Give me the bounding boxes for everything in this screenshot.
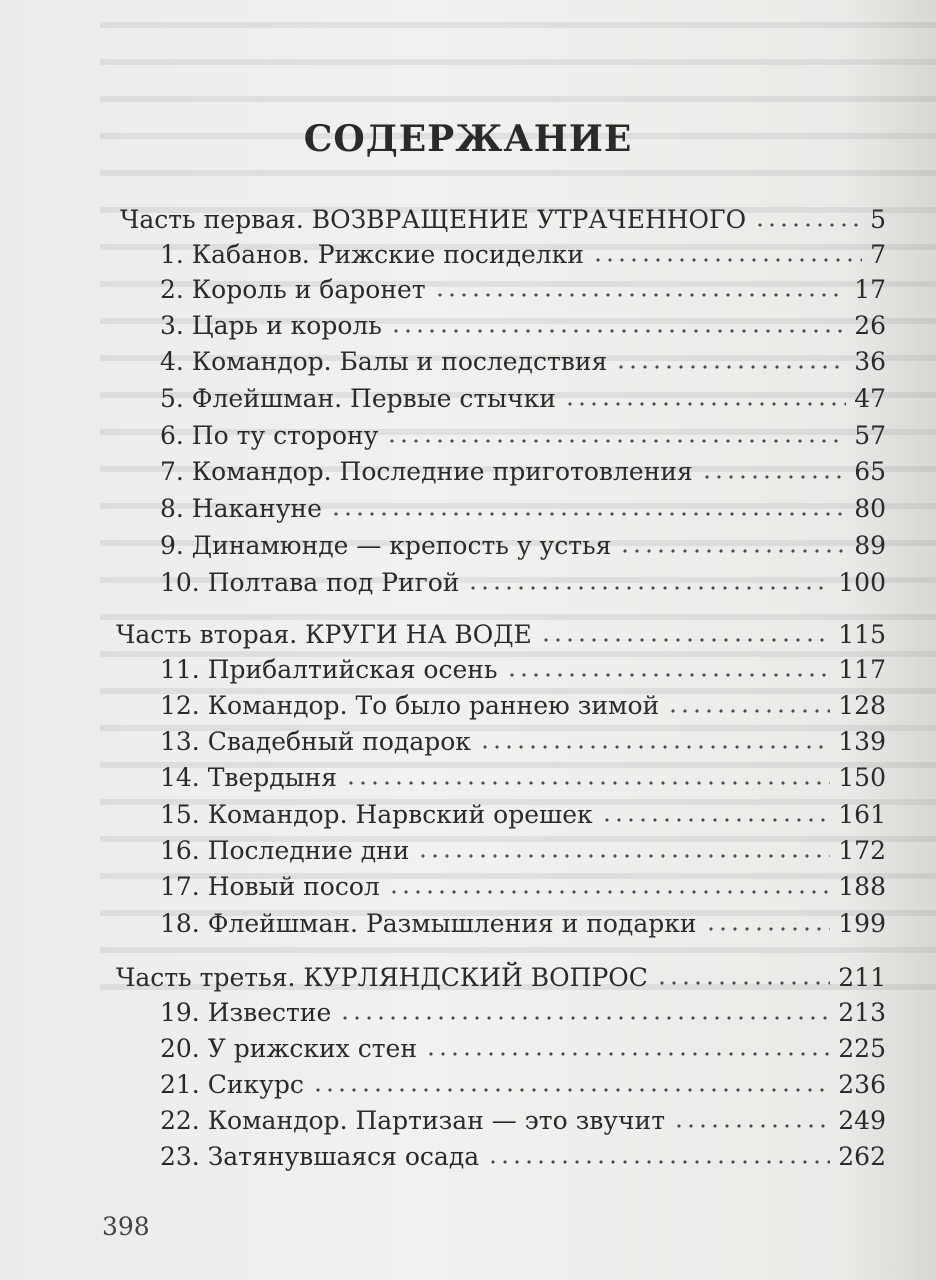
toc-entry-page: 262 — [838, 1142, 886, 1171]
toc-entry-page: 36 — [854, 347, 886, 376]
toc-entry-page: 7 — [870, 240, 886, 269]
toc-entry-page: 47 — [854, 384, 886, 413]
toc-entry-page: 57 — [854, 421, 886, 450]
toc-entry-page: 89 — [854, 531, 886, 560]
dot-leader — [390, 329, 846, 333]
toc-chapter-entry — [160, 1034, 886, 1064]
toc-entry-page: 211 — [838, 963, 886, 992]
toc-entry-page: 236 — [838, 1070, 886, 1099]
toc-chapter-entry — [160, 800, 886, 830]
toc-entry-page: 65 — [854, 457, 886, 486]
dot-leader — [615, 365, 846, 369]
toc-chapter-entry — [160, 384, 886, 414]
toc-entry-title: Часть вторая. КРУГИ НА ВОДЕ — [116, 620, 532, 649]
toc-entry-page: 17 — [854, 275, 886, 304]
toc-chapter-entry — [160, 421, 886, 451]
dot-leader — [619, 549, 846, 553]
toc-chapter-entry — [160, 1106, 886, 1136]
toc-chapter-entry — [160, 998, 886, 1028]
dot-leader — [425, 1052, 830, 1056]
toc-entry-title: 11. Прибалтийская осень — [160, 655, 498, 684]
toc-chapter-entry — [160, 275, 886, 305]
toc-entry-title: 20. У рижских стен — [160, 1034, 418, 1063]
toc-entry-page: 115 — [838, 620, 886, 649]
toc-chapter-entry — [160, 568, 886, 598]
toc-entry-title: 4. Командор. Балы и последствия — [160, 347, 608, 376]
dot-leader — [434, 293, 847, 297]
toc-part-heading — [116, 620, 886, 650]
dot-leader — [339, 1016, 830, 1020]
toc-entry-title: 5. Флейшман. Первые стычки — [160, 384, 556, 413]
toc-chapter-entry — [160, 531, 886, 561]
toc-chapter-entry — [160, 691, 886, 721]
toc-entry-title: 21. Сикурс — [160, 1070, 304, 1099]
toc-entry-page: 249 — [838, 1106, 886, 1135]
toc-entry-page: 128 — [838, 691, 886, 720]
dot-leader — [487, 1160, 830, 1164]
dot-leader — [701, 475, 846, 479]
toc-entry-title: 9. Динамюнде — крепость у устья — [160, 531, 612, 560]
toc-entry-page: 188 — [838, 872, 886, 901]
toc-entry-title: Часть первая. ВОЗВРАЩЕНИЕ УТРАЧЕННОГО — [120, 205, 747, 234]
dot-leader — [386, 439, 846, 443]
toc-entry-title: 3. Царь и король — [160, 311, 382, 340]
dot-leader — [705, 927, 831, 931]
toc-entry-page: 213 — [838, 998, 886, 1027]
toc-entry-title: Часть третья. КУРЛЯНДСКИЙ ВОПРОС — [116, 963, 648, 992]
toc-entry-title: 18. Флейшман. Размышления и подарки — [160, 909, 697, 938]
toc-entry-title: 17. Новый посол — [160, 872, 380, 901]
toc-entry-page: 80 — [854, 494, 886, 523]
toc-chapter-entry — [160, 763, 886, 793]
toc-part-heading — [120, 205, 886, 235]
dot-leader — [388, 890, 830, 894]
toc-entry-title: 12. Командор. То было раннею зимой — [160, 691, 660, 720]
dot-leader — [467, 586, 830, 590]
dot-leader — [330, 512, 846, 516]
toc-entry-title: 6. По ту сторону — [160, 421, 379, 450]
toc-entry-title: 7. Командор. Последние приготовления — [160, 457, 693, 486]
toc-entry-title: 8. Накануне — [160, 494, 322, 523]
dot-leader — [479, 745, 830, 749]
toc-entry-page: 5 — [870, 205, 886, 234]
toc-chapter-entry — [160, 1142, 886, 1172]
toc-entry-page: 100 — [838, 568, 886, 597]
toc-chapter-entry — [160, 655, 886, 685]
dot-leader — [564, 402, 846, 406]
toc-entry-title: 14. Твердыня — [160, 763, 337, 792]
toc-chapter-entry — [160, 727, 886, 757]
toc-chapter-entry — [160, 240, 886, 270]
dot-leader — [345, 781, 830, 785]
toc-entry-title: 19. Известие — [160, 998, 332, 1027]
toc-entry-page: 199 — [838, 909, 886, 938]
toc-entry-page: 161 — [838, 800, 886, 829]
page-title: СОДЕРЖАНИЕ — [303, 118, 633, 160]
toc-entry-title: 22. Командор. Партизан — это звучит — [160, 1106, 666, 1135]
dot-leader — [312, 1088, 830, 1092]
dot-leader — [656, 981, 830, 985]
toc-part-heading — [116, 963, 886, 993]
toc-entry-title: 23. Затянувшаяся осада — [160, 1142, 480, 1171]
toc-entry-title: 10. Полтава под Ригой — [160, 568, 460, 597]
dot-leader — [540, 638, 830, 642]
dot-leader — [667, 709, 830, 713]
toc-entry-title: 13. Свадебный подарок — [160, 727, 471, 756]
toc-entry-title: 16. Последние дни — [160, 836, 410, 865]
page-number: 398 — [102, 1212, 150, 1241]
toc-chapter-entry — [160, 347, 886, 377]
toc-entry-page: 26 — [854, 311, 886, 340]
toc-entry-page: 225 — [838, 1034, 886, 1063]
toc-chapter-entry — [160, 1070, 886, 1100]
toc-entry-page: 150 — [838, 763, 886, 792]
toc-entry-title: 1. Кабанов. Рижские посиделки — [160, 240, 584, 269]
dot-leader — [506, 673, 831, 677]
toc-chapter-entry — [160, 457, 886, 487]
dot-leader — [417, 854, 830, 858]
toc-entry-title: 15. Командор. Нарвский орешек — [160, 800, 593, 829]
toc-chapter-entry — [160, 872, 886, 902]
dot-leader — [673, 1124, 830, 1128]
toc-chapter-entry — [160, 909, 886, 939]
toc-entry-page: 139 — [838, 727, 886, 756]
dot-leader — [754, 223, 862, 227]
dot-leader — [592, 258, 862, 262]
toc-chapter-entry — [160, 311, 886, 341]
toc-entry-page: 117 — [838, 655, 886, 684]
toc-entry-page: 172 — [838, 836, 886, 865]
toc-chapter-entry — [160, 494, 886, 524]
toc-entry-title: 2. Король и баронет — [160, 275, 426, 304]
toc-chapter-entry — [160, 836, 886, 866]
dot-leader — [601, 818, 831, 822]
